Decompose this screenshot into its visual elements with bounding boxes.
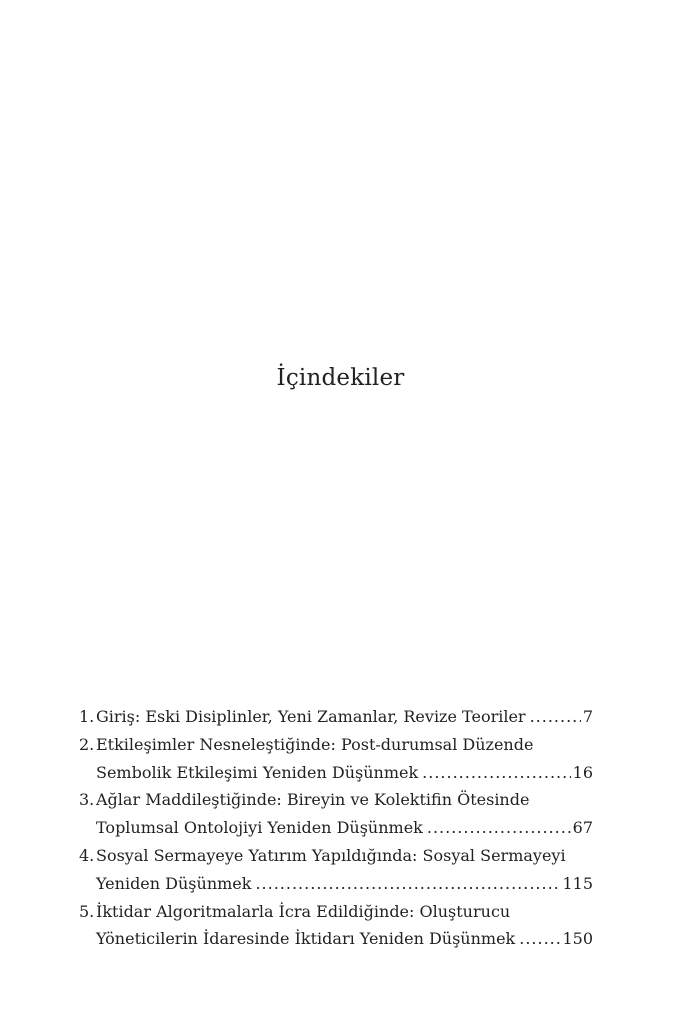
toc-entry-title-continued: Sembolik Etkileşimi Yeniden Düşünmek [96, 762, 419, 782]
table-of-contents [79, 703, 593, 953]
toc-page-number: 16 [572, 762, 593, 782]
toc-entry-title-continued: Toplumsal Ontolojiyi Yeniden Düşünmek [96, 818, 423, 838]
toc-entry-number: 4. [79, 845, 95, 865]
dot-leader [530, 703, 581, 731]
toc-entry-title: Giriş: Eski Disiplinler, Yeni Zamanlar, Revize Teoriler [96, 707, 526, 726]
toc-line [79, 786, 593, 814]
dot-leader [422, 759, 570, 787]
toc-entry-number: 2. [79, 734, 95, 754]
dot-leader [427, 814, 571, 842]
toc-entry-4 [79, 842, 593, 898]
dot-leader [519, 925, 560, 953]
toc-page-number: 150 [562, 929, 593, 949]
toc-page-number: 7 [582, 707, 593, 726]
toc-line [79, 703, 593, 731]
toc-line [79, 898, 593, 926]
toc-line [79, 731, 593, 759]
toc-entry-3 [79, 786, 593, 842]
toc-entry-title: Sosyal Sermayeye Yatırım Yapıldığında: Sosyal Sermayeyi [96, 845, 566, 865]
dot-leader [255, 870, 560, 898]
toc-entry-2 [79, 731, 593, 787]
toc-entry-title-continued: Yöneticilerin İdaresinde İktidarı Yeniden Düşünmek [96, 929, 516, 949]
toc-entry-title: İktidar Algoritmalarla İcra Edildiğinde: Oluşturucu [96, 901, 511, 921]
toc-entry-number: 3. [79, 790, 95, 810]
toc-entry-number: 5. [79, 901, 95, 921]
toc-line [79, 925, 593, 953]
toc-entry-1 [79, 703, 593, 731]
toc-entry-title: Ağlar Maddileştiğinde: Bireyin ve Kolektifin Ötesinde [96, 790, 530, 810]
toc-entry-5 [79, 898, 593, 954]
toc-entry-title: Etkileşimler Nesneleştiğinde: Post-durumsal Düzende [96, 734, 534, 754]
toc-line [79, 814, 593, 842]
toc-entry-title-continued: Yeniden Düşünmek [96, 873, 252, 893]
toc-page-number: 67 [572, 818, 593, 838]
page-title: İçindekiler [276, 365, 405, 392]
toc-line [79, 870, 593, 898]
toc-line [79, 759, 593, 787]
toc-line [79, 842, 593, 870]
toc-entry-number: 1. [79, 707, 95, 726]
toc-page-number: 115 [562, 873, 593, 893]
